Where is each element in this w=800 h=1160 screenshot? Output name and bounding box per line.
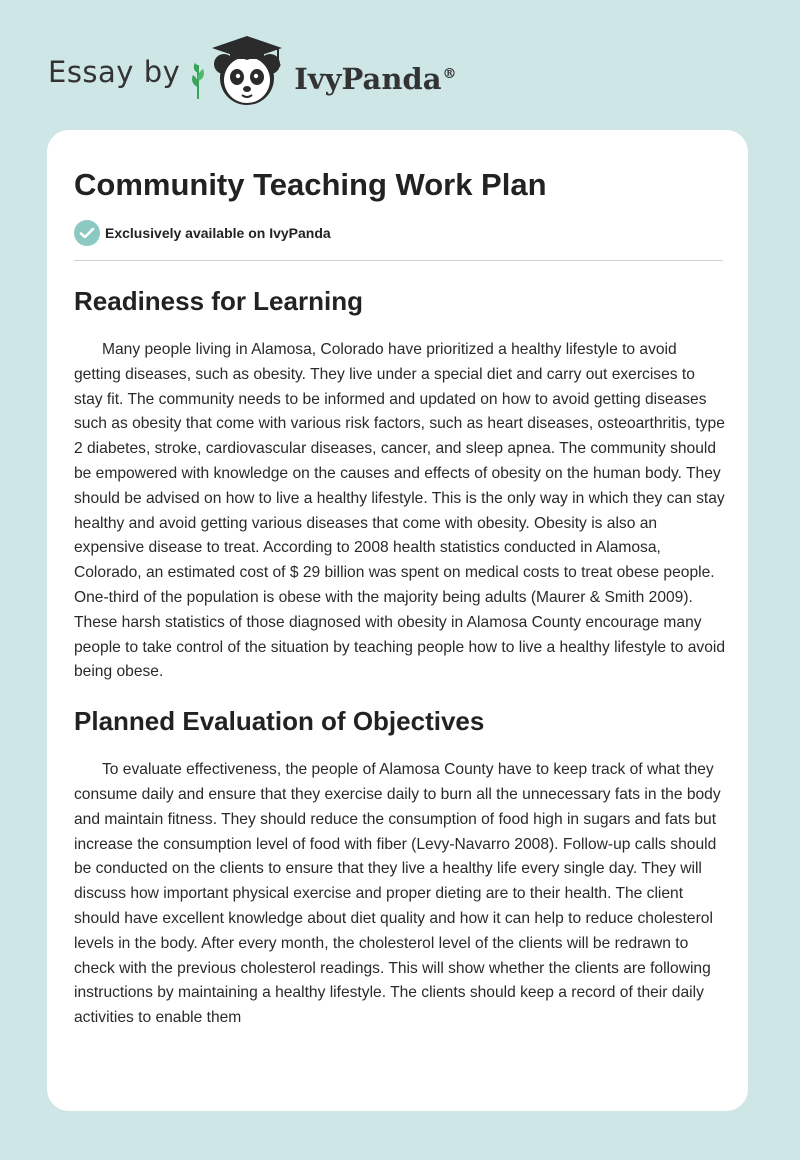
panda-graduate-icon — [208, 34, 286, 110]
essay-by-label: Essay by — [48, 55, 181, 89]
document-card — [47, 130, 748, 1111]
exclusive-badge — [74, 220, 721, 246]
section-body-readiness: Many people living in Alamosa, Colorado have prioritized a healthy lifestyle to avoid getting diseases, such as obesity. They live under a special diet and carry out exercises to stay fit. The community needs to be informed and updated on how to avoid getting diseases such as obesity that come with various risk factors, such as heart diseases, osteoarthritis, type 2 diabetes, stroke, cardiovascular diseases, cancer, and sleep apnea. The community should be empowered with knowledge on the causes and effects of obesity on the human body. They should be advised on how to live a healthy lifestyle. This is the only way in which they can stay healthy and avoid getting various diseases that come with obesity. Obesity is also an expensive disease to treat. According to 2008 health statistics conducted in Alamosa, Colorado, an estimated cost of $ 29 billion was spent on medical costs to treat obese people. One-third of the population is obese with the majority being adults (Maurer & Smith 2009). These harsh statistics of those diagnosed with obesity in Alamosa County encourage many people to take control of the situation by teaching people how to live a healthy lifestyle to avoid being obese. — [74, 341, 726, 681]
check-badge-icon — [74, 220, 100, 246]
title-divider — [74, 260, 723, 261]
page-title: Community Teaching Work Plan — [74, 167, 547, 202]
leaf-icon — [190, 59, 206, 99]
section-body-evaluation: To evaluate effectiveness, the people of Alamosa County have to keep track of what they consume daily and ensure that they exercise daily to burn all the unnecessary fats in the body and maintain fitness. They should reduce the consumption of food high in sugars and fats but increase the consumption level of food with fiber (Levy-Navarro 2008). Follow-up calls should be conducted on the clients to ensure that they live a healthy life every single day. They will discuss how important physical exercise and proper dieting are to their health. The client should have excellent knowledge about diet quality and how it can help to reduce cholesterol levels in the body. After every month, the cholesterol level of the clients will be redrawn to check with the previous cholesterol readings. This will show whether the clients are following instructions by maintaining a healthy lifestyle. The clients should keep a record of their daily activities to enable them — [74, 761, 721, 1027]
section-heading-readiness: Readiness for Learning — [74, 286, 363, 316]
brand-name: IvyPanda® — [294, 62, 457, 96]
site-header — [48, 34, 457, 110]
section-heading-evaluation: Planned Evaluation of Objectives — [74, 706, 485, 737]
exclusive-label: Exclusively available on IvyPanda — [105, 225, 331, 241]
registered-mark: ® — [442, 66, 457, 83]
